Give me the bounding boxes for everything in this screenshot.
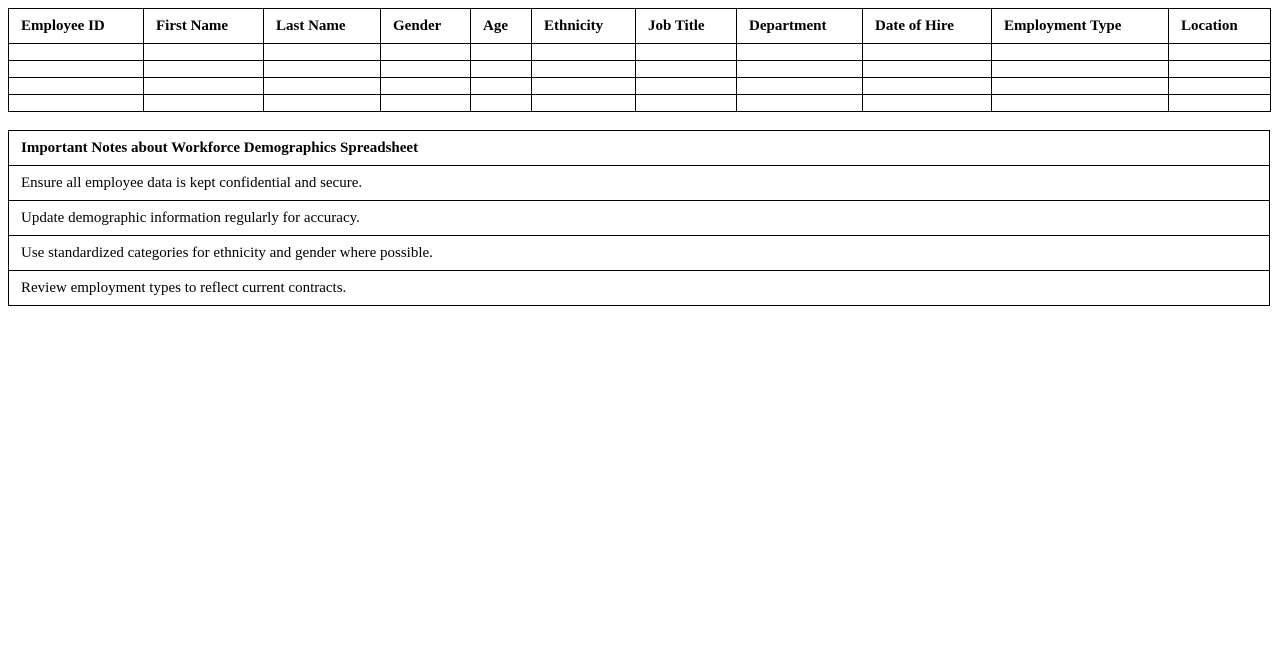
- table-cell[interactable]: [381, 78, 471, 95]
- employee-demographics-table: [8, 8, 1271, 112]
- table-cell[interactable]: [737, 95, 863, 112]
- table-cell[interactable]: [636, 61, 737, 78]
- table-row: [9, 78, 1271, 95]
- note-row: [9, 236, 1270, 271]
- table-cell[interactable]: [381, 61, 471, 78]
- table-cell[interactable]: [264, 95, 381, 112]
- table-cell[interactable]: [863, 78, 992, 95]
- note-item: Use standardized categories for ethnicity and gender where possible.: [9, 236, 1270, 271]
- notes-table: [8, 130, 1270, 306]
- notes-title: Important Notes about Workforce Demographics Spreadsheet: [9, 131, 1270, 166]
- column-header-gender: Gender: [381, 9, 471, 44]
- table-cell[interactable]: [9, 61, 144, 78]
- table-cell[interactable]: [636, 95, 737, 112]
- table-cell[interactable]: [471, 61, 532, 78]
- table-cell[interactable]: [471, 95, 532, 112]
- table-cell[interactable]: [381, 95, 471, 112]
- table-cell[interactable]: [144, 78, 264, 95]
- table-cell[interactable]: [9, 44, 144, 61]
- table-cell[interactable]: [992, 61, 1169, 78]
- column-header-job-title: Job Title: [636, 9, 737, 44]
- table-cell[interactable]: [992, 44, 1169, 61]
- table-cell[interactable]: [471, 78, 532, 95]
- table-cell[interactable]: [381, 44, 471, 61]
- note-item: Ensure all employee data is kept confidential and secure.: [9, 166, 1270, 201]
- table-cell[interactable]: [1169, 95, 1271, 112]
- table-cell[interactable]: [992, 78, 1169, 95]
- table-cell[interactable]: [9, 95, 144, 112]
- column-header-department: Department: [737, 9, 863, 44]
- note-row: [9, 201, 1270, 236]
- table-cell[interactable]: [264, 61, 381, 78]
- note-row: [9, 271, 1270, 306]
- table-cell[interactable]: [9, 78, 144, 95]
- table-cell[interactable]: [737, 44, 863, 61]
- table-cell[interactable]: [532, 44, 636, 61]
- table-cell[interactable]: [532, 61, 636, 78]
- table-cell[interactable]: [863, 95, 992, 112]
- table-cell[interactable]: [737, 61, 863, 78]
- column-header-location: Location: [1169, 9, 1271, 44]
- column-header-employee-id: Employee ID: [9, 9, 144, 44]
- note-item: Update demographic information regularly for accuracy.: [9, 201, 1270, 236]
- table-cell[interactable]: [144, 61, 264, 78]
- table-cell[interactable]: [532, 78, 636, 95]
- table-cell[interactable]: [863, 61, 992, 78]
- table-cell[interactable]: [636, 44, 737, 61]
- table-cell[interactable]: [144, 95, 264, 112]
- notes-header-row: [9, 131, 1270, 166]
- column-header-last-name: Last Name: [264, 9, 381, 44]
- table-cell[interactable]: [471, 44, 532, 61]
- table-row: [9, 61, 1271, 78]
- table-cell[interactable]: [144, 44, 264, 61]
- table-cell[interactable]: [737, 78, 863, 95]
- table-cell[interactable]: [636, 78, 737, 95]
- column-header-date-of-hire: Date of Hire: [863, 9, 992, 44]
- table-cell[interactable]: [1169, 61, 1271, 78]
- column-header-employment-type: Employment Type: [992, 9, 1169, 44]
- table-cell[interactable]: [1169, 44, 1271, 61]
- table-cell[interactable]: [863, 44, 992, 61]
- table-header-row: [9, 9, 1271, 44]
- note-item: Review employment types to reflect current contracts.: [9, 271, 1270, 306]
- column-header-first-name: First Name: [144, 9, 264, 44]
- table-cell[interactable]: [992, 95, 1169, 112]
- table-cell[interactable]: [264, 44, 381, 61]
- table-cell[interactable]: [1169, 78, 1271, 95]
- table-row: [9, 95, 1271, 112]
- table-row: [9, 44, 1271, 61]
- column-header-ethnicity: Ethnicity: [532, 9, 636, 44]
- note-row: [9, 166, 1270, 201]
- column-header-age: Age: [471, 9, 532, 44]
- table-cell[interactable]: [264, 78, 381, 95]
- table-cell[interactable]: [532, 95, 636, 112]
